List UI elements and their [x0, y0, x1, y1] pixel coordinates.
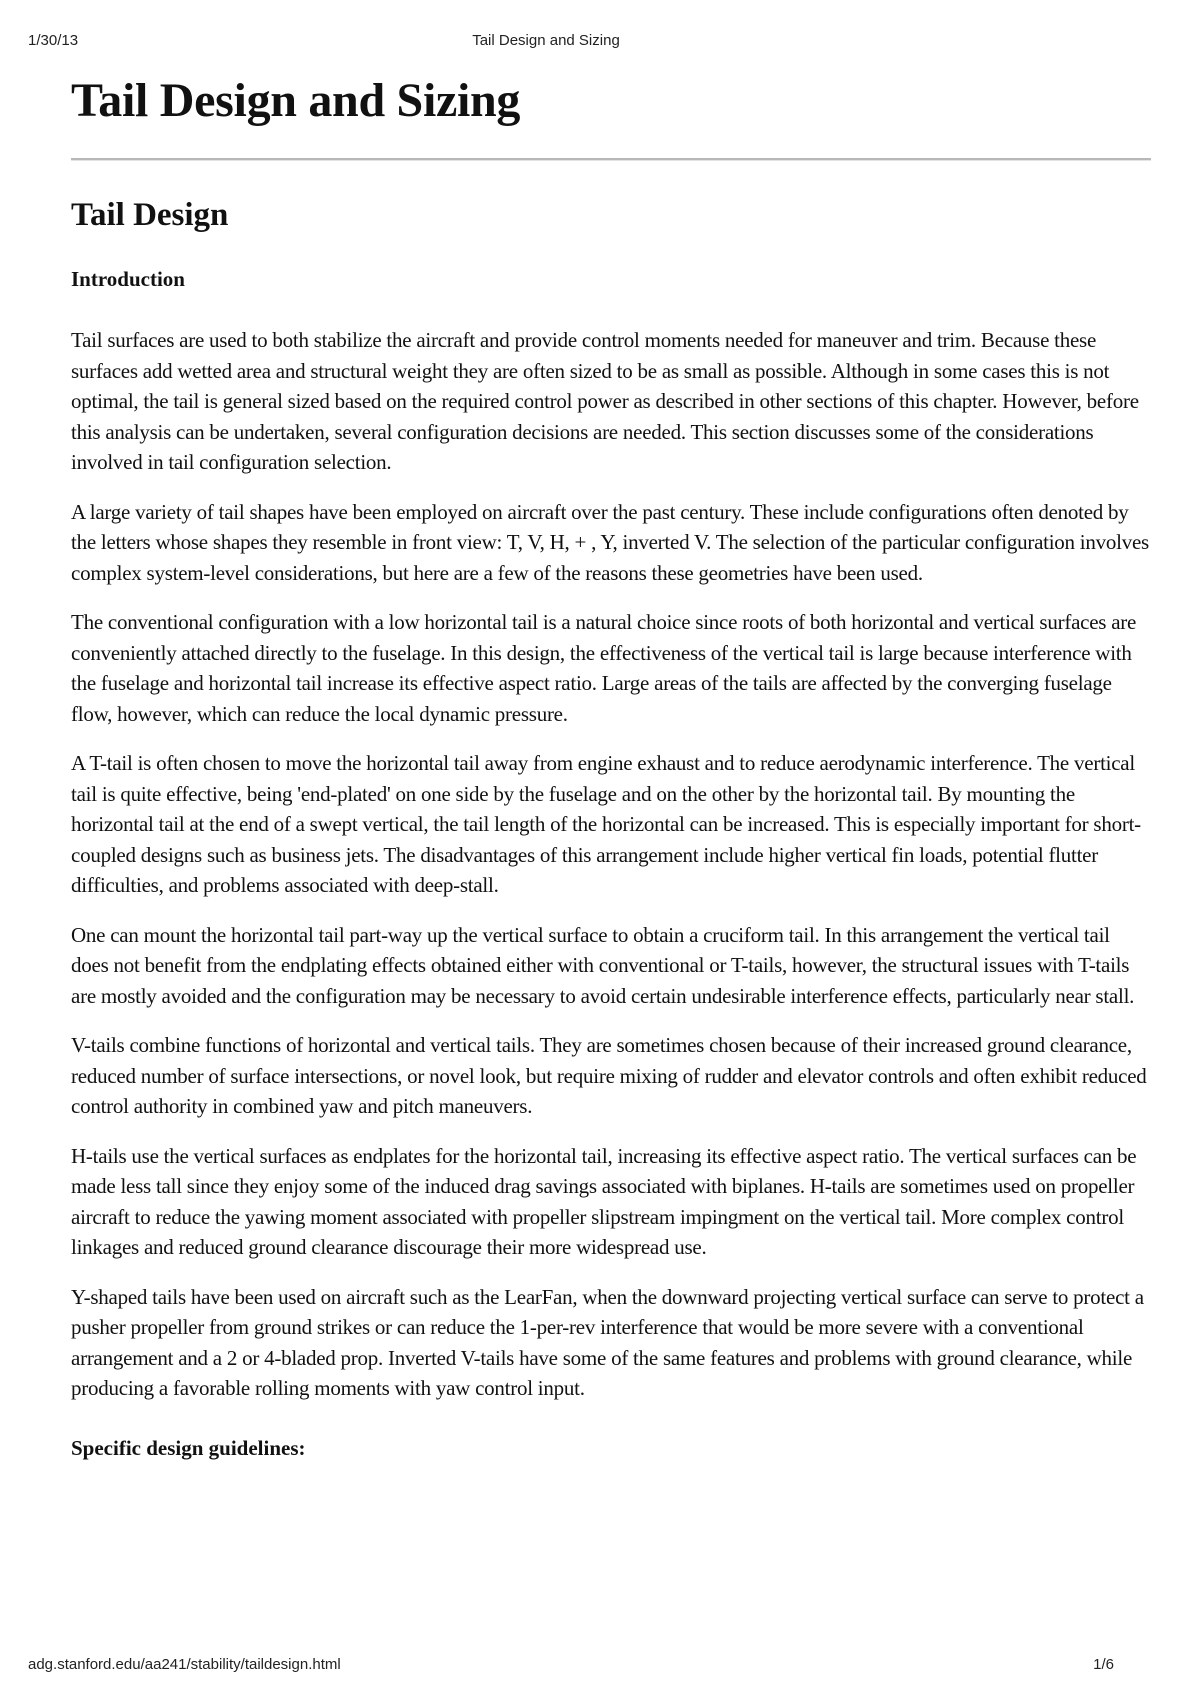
print-title: Tail Design and Sizing — [472, 32, 620, 49]
paragraph: A T-tail is often chosen to move the horizontal tail away from engine exhaust and to reduce aerodynamic interference. The vertical tail is quite effective, being 'end-plated' on one side by the fuselage and on the other by the horizontal tail. By mounting the horizontal tail at the end of a swept vertical, the tail length of the horizontal can be increased. This is especially important for short-coupled designs such as business jets. The disadvantages of this arrangement include higher vertical fin loads, potential flutter difficulties, and problems associated with deep-stall. — [71, 751, 1141, 897]
print-date: 1/30/13 — [28, 32, 79, 49]
subsection-title: Introduction — [71, 267, 185, 291]
page-url: adg.stanford.edu/aa241/stability/taildesign.html — [28, 1656, 341, 1673]
paragraph: V-tails combine functions of horizontal and vertical tails. They are sometimes chosen because of their increased ground clearance, reduced number of surface intersections, or novel look, but require mixing of rudder and elevator controls and often exhibit reduced control authority in combined yaw and pitch maneuvers. — [71, 1033, 1147, 1118]
paragraph: The conventional configuration with a low horizontal tail is a natural choice since roots of both horizontal and vertical surfaces are conveniently attached directly to the fuselage. In this design, the effectiveness of the vertical tail is large because interference with the fuselage and horizontal tail increase its effective aspect ratio. Large areas of the tails are affected by the converging fuselage flow, however, which can reduce the local dynamic pressure. — [71, 610, 1137, 726]
paragraph: Y-shaped tails have been used on aircraft such as the LearFan, when the downward projecting vertical surface can serve to protect a pusher propeller from ground strikes or can reduce the 1-per-rev interference that would be more severe with a conventional arrangement and a 2 or 4-bladed prop. Inverted V-tails have some of the same features and problems with ground clearance, while producing a favorable rolling moments with yaw control input. — [71, 1284, 1144, 1400]
print-footer — [0, 1656, 1200, 1676]
paragraph: A large variety of tail shapes have been employed on aircraft over the past century. These include configurations often denoted by the letters whose shapes they resemble in front view: T, V, H, + , Y, inverted V. The selection of the particular configuration involves complex system-level considerations, but here are a few of the reasons these geometries have been used. — [71, 499, 1149, 585]
section-title: Tail Design — [71, 197, 229, 233]
guidelines-heading: Specific design guidelines: — [71, 1435, 306, 1460]
print-header — [0, 32, 1200, 52]
paragraph: H-tails use the vertical surfaces as endplates for the horizontal tail, increasing its effective aspect ratio. The vertical surfaces can be made less tall since they enjoy some of the induced drag savings associated with biplanes. H-tails are sometimes used on propeller aircraft to reduce the yawing moment associated with propeller slipstream impingment on the vertical tail. More complex control linkages and reduced ground clearance discourage their more widespread use. — [71, 1143, 1137, 1259]
paragraph: One can mount the horizontal tail part-way up the vertical surface to obtain a cruciform tail. In this arrangement the vertical tail does not benefit from the endplating effects obtained either with conventional or T-tails, however, the structural issues with T-tails are mostly avoided and the configuration may be necessary to avoid certain undesirable interference effects, particularly near stall. — [71, 922, 1135, 1008]
document-content — [71, 70, 1151, 1462]
title-divider — [71, 158, 1151, 161]
paragraph: Tail surfaces are used to both stabilize the aircraft and provide control moments needed for maneuver and trim. Because these surfaces add wetted area and structural weight they are often sized to be as small as possible. Although in some cases this is not optimal, the tail is general sized based on the required control power as described in other sections of this chapter. However, before this analysis can be undertaken, several configuration decisions are needed. This section discusses some of the considerations involved in tail configuration selection. — [71, 328, 1139, 474]
page-number: 1/6 — [1093, 1656, 1114, 1673]
page-title: Tail Design and Sizing — [71, 74, 521, 127]
